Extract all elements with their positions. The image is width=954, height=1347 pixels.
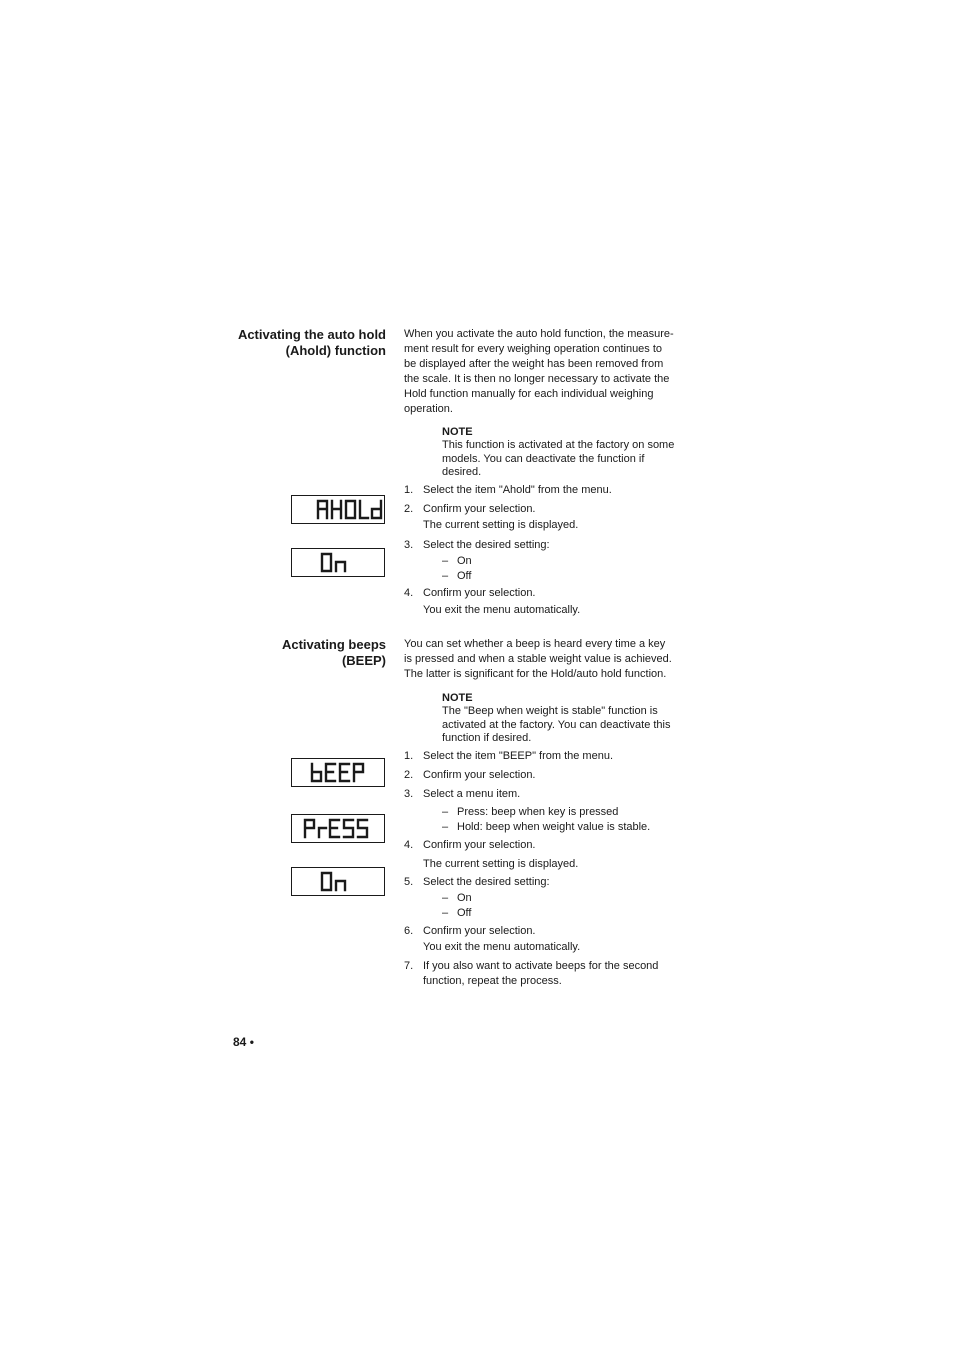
note-line: desired. [442,466,482,478]
lcd-text-press [292,815,383,841]
intro-line: When you activate the auto hold function, the measure- [404,328,674,340]
lcd-text-beep [292,759,383,785]
beep-note [442,691,692,746]
dash: – [442,570,449,582]
section-heading-ahold [186,327,386,359]
note-line: The "Beep when weight is stable" function is [442,705,658,717]
bullet: • [249,1035,254,1049]
step-text: Select the item "Ahold" from the menu. [423,484,612,496]
step-text: Confirm your selection. [423,925,536,937]
note-line: function if desired. [442,732,532,744]
menu-item-text: Press: beep when key is pressed [457,806,619,818]
step-number: 1. [404,750,414,762]
dash: – [442,821,449,833]
step-number: 4. [404,587,414,599]
note-line: activated at the factory. You can deactivate this [442,718,671,731]
heading-line: (BEEP) [341,653,386,668]
intro-line: operation. [404,403,453,415]
step-number: 1. [404,484,414,496]
beep-step-4-result: The current setting is displayed. [423,858,579,870]
step-text: Confirm your selection. [423,769,536,781]
step-number: 5. [404,876,414,888]
intro-line: is pressed and when a stable weight value is achieved. [404,653,672,665]
page-number: 84 [233,1035,247,1049]
intro-line: You can set whether a beep is heard every time a key [404,638,666,650]
step-text: Confirm your selection. [423,503,536,515]
option-text: On [457,555,472,567]
ahold-note [442,425,692,480]
ahold-intro [404,327,694,417]
intro-line: the scale. It is then no longer necessary to activate the [404,373,670,385]
beep-step-6-result: You exit the menu automatically. [423,941,581,953]
dash: – [442,907,449,919]
intro-line: be displayed after the weight has been removed from [404,358,664,370]
lcd-display-on-beep [291,867,385,896]
dash: – [442,806,449,818]
step-text: Select the desired setting: [423,876,550,888]
note-line: This function is activated at the factory on some [442,439,675,451]
step-number: 7. [404,960,414,972]
lcd-display-press [291,814,385,843]
note-title: NOTE [442,692,473,704]
step-number: 2. [404,503,414,515]
option-text: Off [457,907,472,919]
lcd-display-on [291,548,385,577]
lcd-display-beep [291,758,385,787]
intro-line: ment result for every weighing operation continues to [404,343,663,355]
ahold-step-4-result: You exit the menu automatically. [423,604,581,616]
menu-item-text: Hold: beep when weight value is stable. [457,821,651,833]
step-text: Confirm your selection. [423,839,536,851]
beep-intro [404,637,694,682]
step-text: Select a menu item. [423,788,521,800]
intro-line: Hold function manually for each individual weighing [404,388,654,400]
step-number: 3. [404,788,414,800]
heading-line: Activating the auto hold [237,327,386,342]
option-text: Off [457,570,472,582]
lcd-text-on [292,549,383,575]
lcd-text-ahold [292,496,383,522]
dash: – [442,892,449,904]
step-text: Select the item "BEEP" from the menu. [423,750,614,762]
heading-line: (Ahold) function [285,343,386,358]
option-text: On [457,892,472,904]
step-number: 4. [404,839,414,851]
step-text: Select the desired setting: [423,539,550,551]
heading-line: Activating beeps [281,637,386,652]
beep-step-7-line-2: function, repeat the process. [423,975,562,987]
step-number: 6. [404,925,414,937]
ahold-step-2-result: The current setting is displayed. [423,519,579,531]
section-heading-beep [186,637,386,669]
step-text: Confirm your selection. [423,587,536,599]
page-footer [233,1035,254,1049]
lcd-display-ahold [291,495,385,524]
note-line: models. You can deactivate the function if [442,452,645,465]
step-number: 3. [404,539,414,551]
step-text: If you also want to activate beeps for the second [423,960,659,972]
step-number: 2. [404,769,414,781]
dash: – [442,555,449,567]
lcd-text-on-beep [292,868,383,894]
intro-line: The latter is significant for the Hold/auto hold function. [404,668,667,680]
note-title: NOTE [442,426,473,438]
